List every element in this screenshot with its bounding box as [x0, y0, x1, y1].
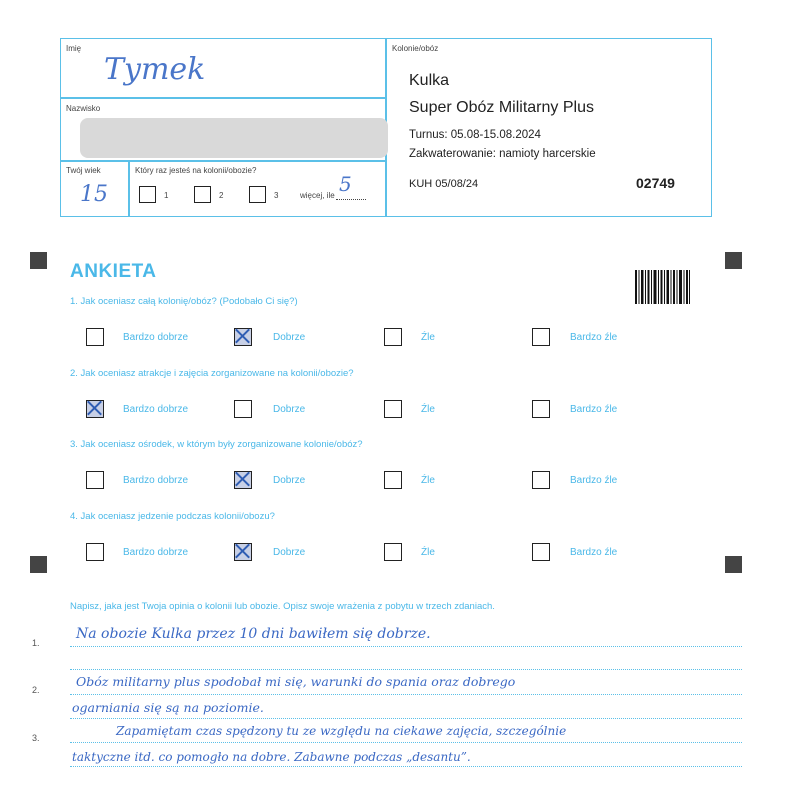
question-4: 4. Jak oceniasz jedzenie podczas kolonii/obozu? — [70, 511, 275, 522]
question-1: 1. Jak oceniasz całą kolonię/obóz? (Podobało Ci się?) — [70, 296, 298, 307]
writing-line — [70, 669, 742, 670]
age-divider — [128, 160, 130, 217]
q2-option-bardzo-zle-checkbox[interactable] — [532, 400, 550, 418]
writing-line — [70, 766, 742, 767]
q2-option-label: Źle — [421, 404, 435, 415]
q4-option-label: Bardzo źle — [570, 547, 618, 558]
header-row-line — [60, 160, 386, 162]
which-time-checkbox-1[interactable] — [139, 186, 156, 203]
more-dotted-line — [336, 199, 366, 200]
which-time-label: Który raz jesteś na kolonii/obozie? — [135, 166, 257, 175]
writing-line — [70, 742, 742, 743]
q3-option-dobrze-checkbox[interactable] — [234, 471, 252, 489]
q2-option-bardzo-dobrze-checkbox[interactable] — [86, 400, 104, 418]
accommodation: Zakwaterowanie: namioty harcerskie — [409, 148, 596, 160]
registration-marker — [30, 252, 47, 269]
q3-option-label: Źle — [421, 475, 435, 486]
q2-option-dobrze-checkbox[interactable] — [234, 400, 252, 418]
camp-label: Kolonie/obóz — [392, 44, 439, 53]
q4-option-label: Źle — [421, 547, 435, 558]
q4-option-bardzo-dobrze-checkbox[interactable] — [86, 543, 104, 561]
q3-option-zle-checkbox[interactable] — [384, 471, 402, 489]
opinion-line-1[interactable]: Na obozie Kulka przez 10 dni bawiłem się dobrze. — [76, 626, 431, 642]
opinion-line-4[interactable]: Zapamiętam czas spędzony tu ze względu na ciekawe zajęcia, szczególnie — [116, 724, 567, 738]
camp-title: Super Obóz Militarny Plus — [409, 99, 594, 116]
writing-line — [70, 646, 742, 647]
barcode-icon — [635, 270, 690, 304]
q2-option-zle-checkbox[interactable] — [384, 400, 402, 418]
redacted-last-name — [80, 118, 388, 158]
q1-option-dobrze-checkbox[interactable] — [234, 328, 252, 346]
q3-option-bardzo-dobrze-checkbox[interactable] — [86, 471, 104, 489]
age-label: Twój wiek — [66, 166, 101, 175]
first-name-value[interactable]: Tymek — [104, 52, 206, 87]
question-3: 3. Jak oceniasz ośrodek, w którym były zorganizowane kolonie/obóz? — [70, 439, 363, 450]
q2-option-label: Dobrze — [273, 404, 306, 415]
q1-option-label: Dobrze — [273, 332, 306, 343]
question-2: 2. Jak oceniasz atrakcje i zajęcia zorganizowane na kolonii/obozie? — [70, 368, 354, 379]
opinion-line-3[interactable]: ogarniania się są na poziomie. — [72, 700, 264, 715]
survey-title: ANKIETA — [70, 261, 157, 282]
line-number-2: 2. — [32, 685, 40, 695]
which-time-option-2: 2 — [219, 191, 224, 200]
writing-line — [70, 718, 742, 719]
line-number-1: 1. — [32, 638, 40, 648]
camp-name: Kulka — [409, 72, 450, 89]
q4-option-zle-checkbox[interactable] — [384, 543, 402, 561]
form-number: 02749 — [636, 175, 675, 191]
more-label: więcej, ile — [300, 191, 335, 200]
q2-option-label: Bardzo dobrze — [123, 404, 189, 415]
q3-option-bardzo-zle-checkbox[interactable] — [532, 471, 550, 489]
q4-option-label: Bardzo dobrze — [123, 547, 189, 558]
registration-marker — [30, 556, 47, 573]
q1-option-label: Źle — [421, 332, 435, 343]
registration-marker — [725, 252, 742, 269]
q1-option-bardzo-zle-checkbox[interactable] — [532, 328, 550, 346]
writing-line — [70, 694, 742, 695]
last-name-label: Nazwisko — [66, 104, 101, 113]
q3-option-label: Bardzo źle — [570, 475, 618, 486]
more-value[interactable]: 5 — [339, 172, 352, 196]
which-time-checkbox-3[interactable] — [249, 186, 266, 203]
opinion-prompt: Napisz, jaka jest Twoja opinia o kolonii lub obozie. Opisz swoje wrażenia z pobytu w trzech zdaniach. — [70, 601, 495, 612]
which-time-option-1: 1 — [164, 191, 169, 200]
q1-option-label: Bardzo dobrze — [123, 332, 189, 343]
first-name-label: Imię — [66, 44, 82, 53]
header-row-line — [60, 97, 386, 99]
q4-option-label: Dobrze — [273, 547, 306, 558]
turnus-dates: Turnus: 05.08-15.08.2024 — [409, 129, 541, 141]
q3-option-label: Bardzo dobrze — [123, 475, 189, 486]
q4-option-bardzo-zle-checkbox[interactable] — [532, 543, 550, 561]
q3-option-label: Dobrze — [273, 475, 306, 486]
q1-option-zle-checkbox[interactable] — [384, 328, 402, 346]
opinion-line-2[interactable]: Obóz militarny plus spodobał mi się, warunki do spania oraz dobrego — [76, 674, 516, 689]
q1-option-label: Bardzo źle — [570, 332, 618, 343]
age-value[interactable]: 15 — [80, 182, 108, 207]
camp-code: KUH 05/08/24 — [409, 178, 479, 190]
line-number-3: 3. — [32, 733, 40, 743]
opinion-line-5[interactable]: taktyczne itd. co pomogło na dobre. Zabawne podczas „desantu”. — [72, 750, 471, 764]
q4-option-dobrze-checkbox[interactable] — [234, 543, 252, 561]
q2-option-label: Bardzo źle — [570, 404, 618, 415]
registration-marker — [725, 556, 742, 573]
which-time-checkbox-2[interactable] — [194, 186, 211, 203]
which-time-option-3: 3 — [274, 191, 279, 200]
q1-option-bardzo-dobrze-checkbox[interactable] — [86, 328, 104, 346]
